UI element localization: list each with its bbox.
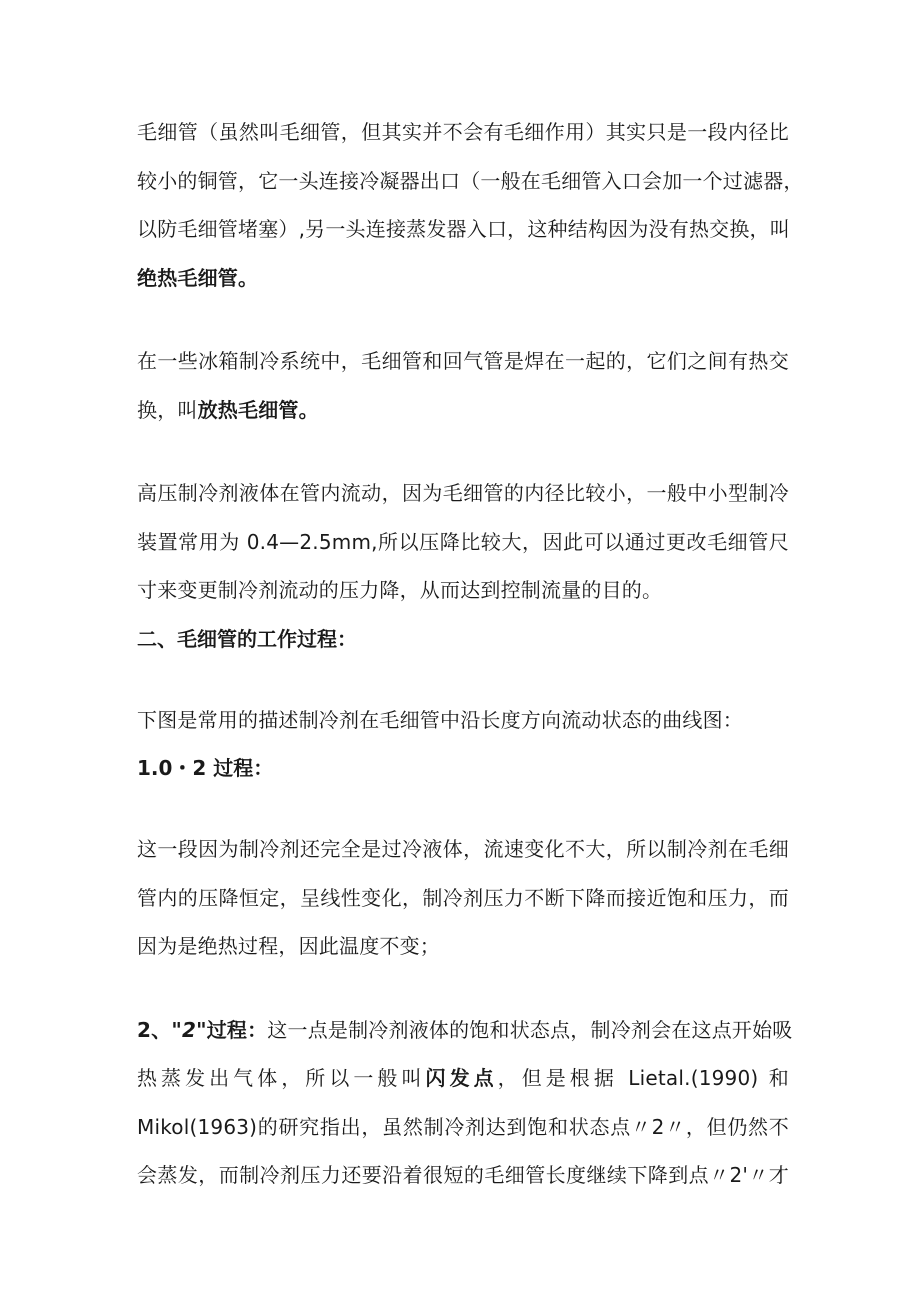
text-line: 较小的铜管，它一头连接冷凝器出口（一般在毛细管入口会加一个过滤器， [137, 168, 804, 193]
bold-term-heat-release-capillary: 放热毛细管。 [197, 397, 319, 422]
text-line: 这一段因为制冷剂还完全是过冷液体，流速变化不大，所以制冷剂在毛细 [137, 837, 789, 861]
text-fragment: ，但是根据 Lietal.(1990) 和 [497, 1066, 790, 1090]
document-body [137, 108, 804, 1200]
text-line: 毛细管（虽然叫毛细管，但其实并不会有毛细作用）其实只是一段内径比 [137, 120, 789, 144]
text-line: 装置常用为 0.4—2.5mm,所以压降比较大，因此可以通过更改毛细管尺 [137, 529, 789, 554]
text-line: 下图是常用的描述制冷剂在毛细管中沿长度方向流动状态的曲线图： [137, 707, 743, 732]
paragraph-capillary-intro [137, 108, 804, 302]
bold-term-adiabatic-capillary: 绝热毛细管。 [137, 265, 259, 290]
text-line: 以防毛细管堵塞）,另一头连接蒸发器入口，这种结构因为没有热交换，叫 [137, 217, 790, 241]
text-fragment: 换，叫 [137, 397, 198, 422]
process-label: 过程： [206, 1017, 268, 1042]
paragraph-curve-intro [137, 696, 789, 745]
text-line: 高压制冷剂液体在管内流动，因为毛细管的内径比较小，一般中小型制冷 [137, 481, 789, 505]
subheading-process-0-2: 1.0・2 过程： [137, 756, 274, 780]
text-line: 寸来变更制冷剂流动的压力降，从而达到控制流量的目的。 [137, 578, 663, 602]
text-fragment: 这一点是制冷剂液体的饱和状态点，制冷剂会在这点开始吸 [267, 1017, 793, 1042]
text-line [137, 386, 789, 435]
section-heading-working-process: 二、毛细管的工作过程： [137, 626, 357, 651]
text-line [137, 1006, 793, 1055]
text-line: 在一些冰箱制冷系统中，毛细管和回气管是焊在一起的，它们之间有热交 [137, 349, 789, 373]
paragraph-pressure-drop [137, 469, 789, 615]
bold-term-flash-point: 闪发点 [425, 1066, 498, 1090]
paragraph-flash-point [137, 1006, 793, 1200]
paragraph-heat-exchange [137, 337, 789, 434]
text-line [137, 1054, 789, 1103]
paragraph-subcooled-liquid [137, 825, 789, 971]
text-line: 因为是绝热过程，因此温度不变； [137, 934, 440, 958]
text-line: Mikol(1963)的研究指出，虽然制冷剂达到饱和状态点〃2〃，但仍然不 [137, 1114, 789, 1139]
text-line: 管内的压降恒定，呈线性变化，制冷剂压力不断下降而接近饱和压力，而 [137, 885, 789, 910]
text-fragment: 热蒸发出气体，所以一般叫 [137, 1066, 426, 1090]
item-number: 2、 [137, 1017, 172, 1042]
text-line: 会蒸发，而制冷剂压力还要沿着很短的毛细管长度继续下降到点〃2'〃才 [137, 1163, 789, 1187]
point-label: "2" [171, 1017, 207, 1042]
